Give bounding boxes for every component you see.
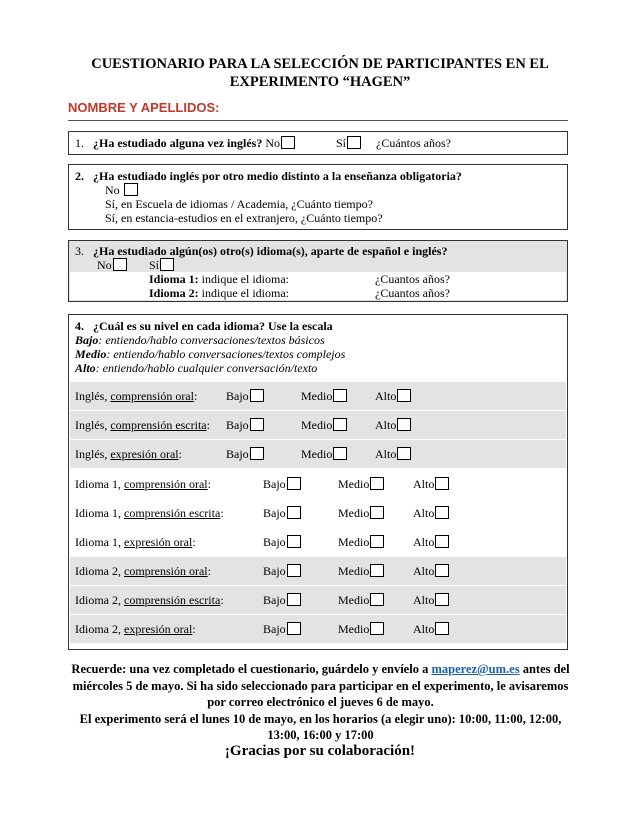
q2-no-label: No — [105, 183, 120, 197]
alto-checkbox[interactable] — [397, 389, 411, 402]
skill-label: expresión oral — [124, 535, 193, 549]
medio-checkbox[interactable] — [370, 622, 384, 635]
scale-bajo-term: Bajo — [75, 333, 99, 347]
q3-lang2-text: indique el idioma: — [201, 286, 289, 300]
scale-alto-term: Alto — [75, 361, 96, 375]
bajo-checkbox[interactable] — [287, 564, 301, 577]
q1-question: ¿Ha estudiado alguna vez inglés? — [93, 136, 263, 150]
q3-lang1-text: indique el idioma: — [201, 272, 289, 286]
q3-question: ¿Ha estudiado algún(os) otro(s) idioma(s), aparte de español e inglés? — [93, 244, 448, 258]
question-1-box — [68, 131, 568, 155]
bajo-checkbox[interactable] — [287, 535, 301, 548]
q3-lang2-years: ¿Cuantos años? — [375, 286, 450, 300]
scale-medio-desc: : entiendo/hablo conversaciones/textos complejos — [106, 347, 346, 361]
level-row: Idioma 2, comprensión escrita: Bajo Medio Alto — [70, 586, 566, 614]
alto-checkbox[interactable] — [435, 477, 449, 490]
bajo-checkbox[interactable] — [287, 506, 301, 519]
footer-schedule: El experimento será el lunes 10 de mayo, en los horarios (a elegir uno): 10:00, 11:00, 12:00, 13:00, 16:00 y 17:00 — [79, 711, 562, 742]
q1-number: 1. — [75, 136, 84, 150]
q1-no-label: No — [265, 136, 281, 150]
level-row: Idioma 2, expresión oral: Bajo Medio Alto — [70, 615, 566, 643]
level-row: Idioma 1, comprensión escrita: Bajo Medio Alto — [70, 499, 566, 527]
q4-number: 4. — [75, 319, 84, 333]
medio-checkbox[interactable] — [333, 418, 347, 431]
medio-checkbox[interactable] — [370, 477, 384, 490]
alto-checkbox[interactable] — [435, 506, 449, 519]
name-label: NOMBRE Y APELLIDOS: — [68, 100, 220, 115]
level-row: Idioma 1, comprensión oral: Bajo Medio Alto — [70, 470, 566, 498]
q4-question: ¿Cuál es su nivel en cada idioma? Use la escala — [93, 319, 333, 333]
scale-alto-desc: : entiendo/hablo cualquier conversación/texto — [95, 361, 318, 375]
level-row: Inglés, comprensión escrita: Bajo Medio Alto — [70, 411, 566, 439]
bajo-checkbox[interactable] — [287, 622, 301, 635]
medio-checkbox[interactable] — [370, 535, 384, 548]
q3-si-label: Sí — [149, 258, 160, 272]
medio-checkbox[interactable] — [370, 564, 384, 577]
q1-no-checkbox[interactable] — [281, 136, 295, 149]
medio-checkbox[interactable] — [370, 593, 384, 606]
thanks-message: ¡Gracias por su colaboración! — [224, 743, 416, 759]
footer-reminder: Recuerde: una vez completado el cuestionario, guárdelo y envíelo a maperez@um.es antes del miércoles 5 de mayo. Si ha sido seleccionado para participar en el experimento, le avisaremos por correo electrónico el jueves 6 de mayo. El experimento será el lunes 10 de mayo, en los horarios (a elegir uno): 10:00, 11:00, 12:00, 13:00, 16:00 y 17:00 — [71, 662, 570, 742]
q2-option-abroad: Sí, en estancia-estudios en el extranjero, ¿Cuánto tiempo? — [105, 211, 383, 225]
skill-label: expresión oral — [124, 622, 193, 636]
bajo-checkbox[interactable] — [250, 447, 264, 460]
q3-si-checkbox[interactable] — [160, 258, 174, 271]
q3-number: 3. — [75, 244, 84, 258]
bajo-checkbox[interactable] — [287, 477, 301, 490]
page-title: CUESTIONARIO PARA LA SELECCIÓN DE PARTICIPANTES EN EL EXPERIMENTO “HAGEN” — [91, 56, 549, 90]
question-4-box — [68, 314, 568, 650]
level-row: Idioma 2, comprensión oral: Bajo Medio Alto — [70, 557, 566, 585]
alto-checkbox[interactable] — [435, 564, 449, 577]
level-row: Inglés, expresión oral: Bajo Medio Alto — [70, 440, 566, 468]
skill-label: comprensión escrita — [124, 506, 221, 520]
question-3-box — [68, 240, 568, 302]
level-row: Inglés, comprensión oral: Bajo Medio Alto — [70, 382, 566, 410]
q3-lang1-label: Idioma 1: — [149, 272, 199, 286]
skill-label: comprensión oral — [110, 389, 194, 403]
skill-label: comprensión escrita — [110, 418, 207, 432]
level-row: Idioma 1, expresión oral: Bajo Medio Alto — [70, 528, 566, 556]
q3-no-label: No — [97, 258, 112, 272]
skill-label: comprensión oral — [124, 477, 208, 491]
name-line[interactable] — [68, 120, 568, 121]
q1-years: ¿Cuántos años? — [376, 136, 451, 150]
q1-si-checkbox[interactable] — [347, 136, 361, 149]
q2-option-academy: Sí, en Escuela de idiomas / Academia, ¿Cuánto tiempo? — [105, 197, 373, 211]
medio-checkbox[interactable] — [370, 506, 384, 519]
bajo-checkbox[interactable] — [250, 418, 264, 431]
skill-label: expresión oral — [110, 447, 179, 461]
q2-question: ¿Ha estudiado inglés por otro medio distinto a la enseñanza obligatoria? — [93, 169, 462, 183]
q3-lang1-years: ¿Cuantos años? — [375, 272, 450, 286]
skill-label: comprensión escrita — [124, 593, 221, 607]
q3-no-checkbox[interactable] — [113, 258, 127, 271]
q3-lang2-label: Idioma 2: — [149, 286, 199, 300]
q2-no-checkbox[interactable] — [124, 183, 138, 196]
q1-si-label: Sí — [336, 136, 347, 150]
bajo-checkbox[interactable] — [287, 593, 301, 606]
email-link[interactable]: maperez@um.es — [431, 662, 520, 676]
medio-checkbox[interactable] — [333, 389, 347, 402]
bajo-checkbox[interactable] — [250, 389, 264, 402]
alto-checkbox[interactable] — [435, 622, 449, 635]
q2-number: 2. — [75, 169, 84, 183]
scale-medio-term: Medio — [75, 347, 107, 361]
skill-label: comprensión oral — [124, 564, 208, 578]
alto-checkbox[interactable] — [397, 447, 411, 460]
medio-checkbox[interactable] — [333, 447, 347, 460]
alto-checkbox[interactable] — [435, 593, 449, 606]
scale-bajo-desc: : entiendo/hablo conversaciones/textos básicos — [98, 333, 325, 347]
alto-checkbox[interactable] — [435, 535, 449, 548]
alto-checkbox[interactable] — [397, 418, 411, 431]
question-2-box — [68, 164, 568, 230]
q3-language-rows — [70, 272, 566, 300]
